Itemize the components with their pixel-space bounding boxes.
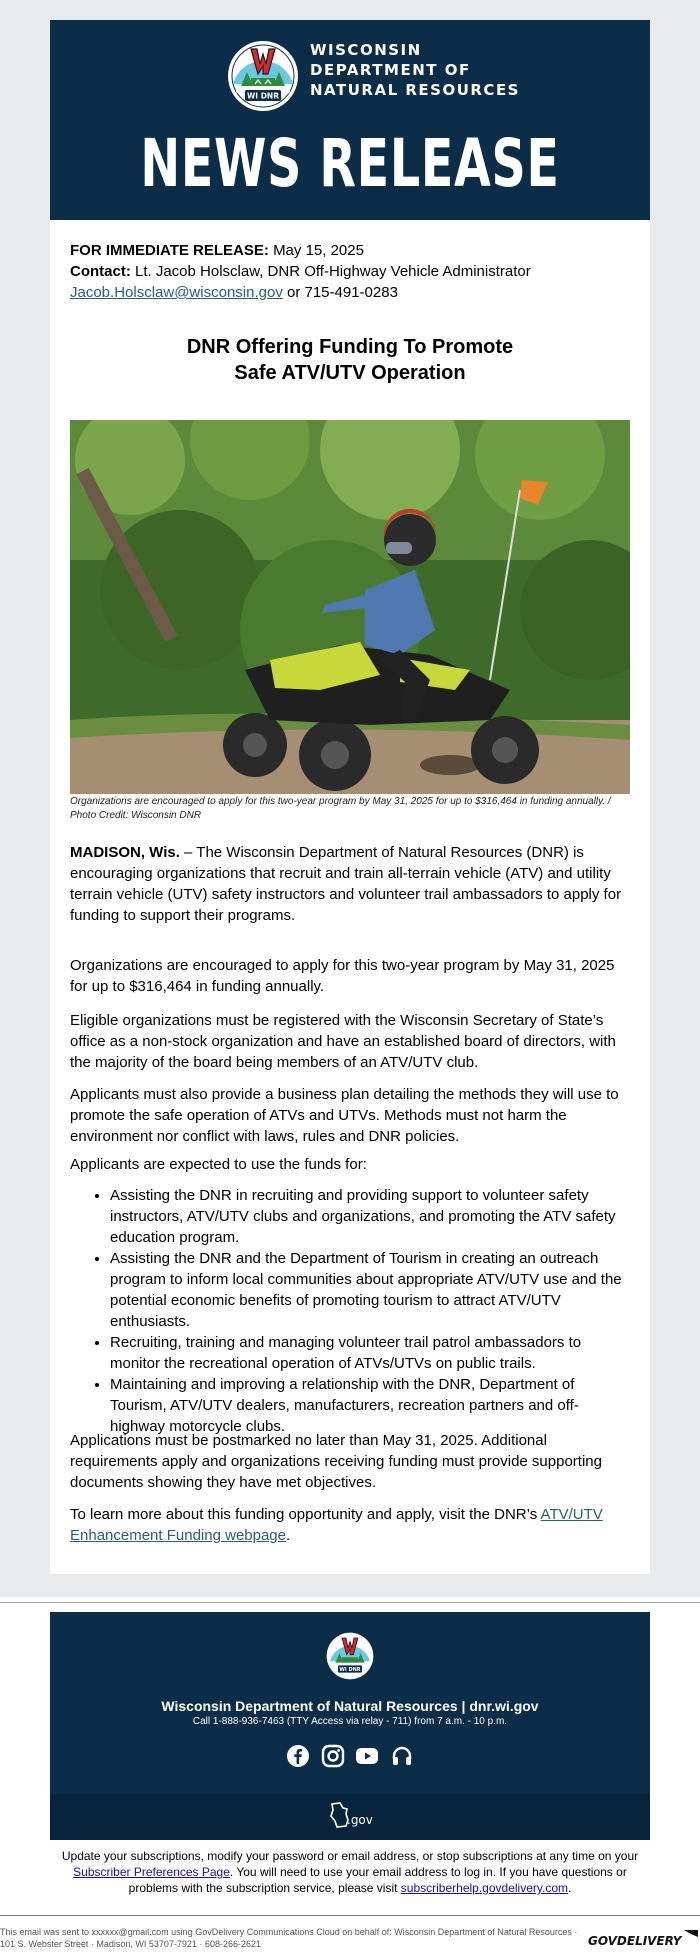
release-date-line bbox=[70, 241, 364, 261]
footer-logo-text: WI DNR bbox=[339, 1667, 361, 1673]
contact-email-link[interactable]: Jacob.Holsclaw@wisconsin.gov bbox=[70, 284, 283, 301]
contact-label: Contact: bbox=[70, 263, 131, 280]
contact-name: Lt. Jacob Holsclaw, DNR Off-Highway Vehicle Administrator bbox=[135, 263, 531, 280]
paragraph-postmark: Applications must be postmarked no later than May 31, 2025. Additional requirements apply and organizations receiving funding must provide supporting documents showing they have met objectives. bbox=[70, 1432, 602, 1491]
paragraph-deadline: Organizations are encouraged to apply for this two-year program by May 31, 2025 for up to $316,464 in funding annually. bbox=[70, 957, 615, 995]
gov-mark-text: .gov bbox=[347, 1813, 373, 1827]
dateline: MADISON, Wis. bbox=[70, 844, 180, 861]
headline-line2: Safe ATV/UTV Operation bbox=[234, 362, 466, 384]
instagram-icon[interactable] bbox=[321, 1744, 345, 1768]
headline bbox=[50, 334, 650, 386]
paragraph-intro bbox=[70, 842, 630, 926]
headline-line1: DNR Offering Funding To Promote bbox=[186, 336, 514, 358]
list-item: • Assisting the DNR and the Department of Tourism in creating an outreach program to inform local communities about appropriate ATV/UTV use and the potential economic benefits of promoting tourism to attract ATV/UTV enthusiasts. bbox=[110, 1248, 630, 1332]
subscription-notice bbox=[60, 1848, 640, 1896]
subscriber-preferences-link[interactable]: Subscriber Preferences Page bbox=[73, 1865, 230, 1879]
email-sent-notice: This email was sent to xxxxxx@gmail.com using GovDelivery Communications Cloud on behalf of: Wisconsin Department of Natural Resources · 101 S. Webster Street · Madison, WI 53707-7921 · 608-266-2621 bbox=[0, 1927, 578, 1949]
photo-caption: Organizations are encouraged to apply for this two-year program by May 31, 2025 for up to $316,464 in funding annually. / Photo Credit: Wisconsin DNR bbox=[70, 796, 611, 821]
agency-name-line3: NATURAL RESOURCES bbox=[310, 81, 520, 99]
bottom-rule bbox=[0, 1915, 700, 1916]
list-item: • Assisting the DNR in recruiting and providing support to volunteer safety instructors, ATV/UTV clubs and organizations, and promoting the ATV safety education program. bbox=[110, 1185, 630, 1248]
agency-name-line1: WISCONSIN bbox=[310, 41, 422, 59]
release-label: FOR IMMEDIATE RELEASE: bbox=[70, 242, 269, 259]
header-banner bbox=[50, 20, 650, 220]
contact-or: or bbox=[286, 284, 301, 301]
logo-text: WI DNR bbox=[247, 91, 279, 101]
paragraph-business-plan: Applicants must also provide a business plan detailing the methods they will use to promote the safe operation of ATVs and UTVs. Methods must not harm the environment nor conflict with laws, rules and DNR policies. bbox=[70, 1086, 619, 1145]
atv-rider-photo bbox=[70, 420, 630, 794]
social-links bbox=[50, 1744, 650, 1774]
facebook-icon[interactable] bbox=[286, 1744, 310, 1768]
podcast-icon[interactable] bbox=[390, 1744, 414, 1768]
learn-more-text: To learn more about this funding opportunity and apply, visit the DNR’s bbox=[70, 1506, 541, 1523]
funding-uses-list bbox=[70, 1185, 630, 1437]
footer-phone-info: Call 1-888-936-7463 (TTY Access via relay - 711) from 7 a.m. - 10 p.m. bbox=[192, 1716, 508, 1727]
learn-more-period: . bbox=[286, 1527, 291, 1544]
agency-name-line2: DEPARTMENT OF bbox=[310, 61, 471, 79]
paragraph-learn-more bbox=[70, 1504, 630, 1546]
govdelivery-brand-text: GOVDELIVERY bbox=[588, 1934, 682, 1948]
atv-utv-funding-link[interactable]: ATV/UTV Enhancement Funding webpage bbox=[70, 1506, 603, 1544]
subscription-text1: Update your subscriptions, modify your password or email address, or stop subscriptions at any time on your bbox=[61, 1849, 639, 1863]
release-date: May 15, 2025 bbox=[273, 242, 364, 259]
youtube-icon[interactable] bbox=[355, 1744, 379, 1768]
paragraph-intro-text: – The Wisconsin Department of Natural Resources (DNR) is encouraging organizations that recruit and train all-terrain vehicle (ATV) and utility terrain vehicle (UTV) safety instructors and volunteer trail ambassadors to apply for funding to support their programs. bbox=[70, 844, 622, 924]
news-release-title: NEWS RELEASE bbox=[140, 125, 560, 202]
paragraph-uses-intro: Applicants are expected to use the funds for: bbox=[70, 1156, 367, 1173]
wisconsin-gov-logo bbox=[328, 1800, 376, 1830]
paragraph-eligibility: Eligible organizations must be registered with the Wisconsin Secretary of State’s office as a non-stock organization and have an established board of directors, with the majority of the board being members of an ATV/UTV club. bbox=[70, 1012, 616, 1071]
subscription-text2: . You will need to use your email address to log in. If you have questions or problems with the subscription service, please visit bbox=[128, 1865, 627, 1895]
list-item: • Recruiting, training and managing volunteer trail patrol ambassadors to monitor the recreational operation of ATVs/UTVs on public trails. bbox=[110, 1332, 630, 1374]
contact-phone: 715-491-0283 bbox=[304, 284, 398, 301]
footer-dnr-logo bbox=[326, 1632, 374, 1680]
divider bbox=[0, 1602, 700, 1603]
footer-agency-name: Wisconsin Department of Natural Resources | dnr.wi.gov bbox=[161, 1698, 539, 1714]
subscriber-help-link[interactable]: subscriberhelp.govdelivery.com bbox=[400, 1881, 568, 1895]
dnr-logo bbox=[227, 40, 299, 112]
contact-line bbox=[70, 262, 531, 282]
subscription-text3: . bbox=[567, 1881, 572, 1895]
list-item: • Maintaining and improving a relationship with the DNR, Department of Tourism, ATV/UTV dealers, manufacturers, recreation partners and off-highway motorcycle clubs. bbox=[110, 1374, 630, 1437]
footer bbox=[50, 1612, 650, 1840]
govdelivery-logo[interactable] bbox=[584, 1926, 700, 1950]
gov-band bbox=[50, 1794, 650, 1840]
contact-info-line bbox=[70, 283, 398, 303]
news-release-card bbox=[50, 20, 650, 1574]
